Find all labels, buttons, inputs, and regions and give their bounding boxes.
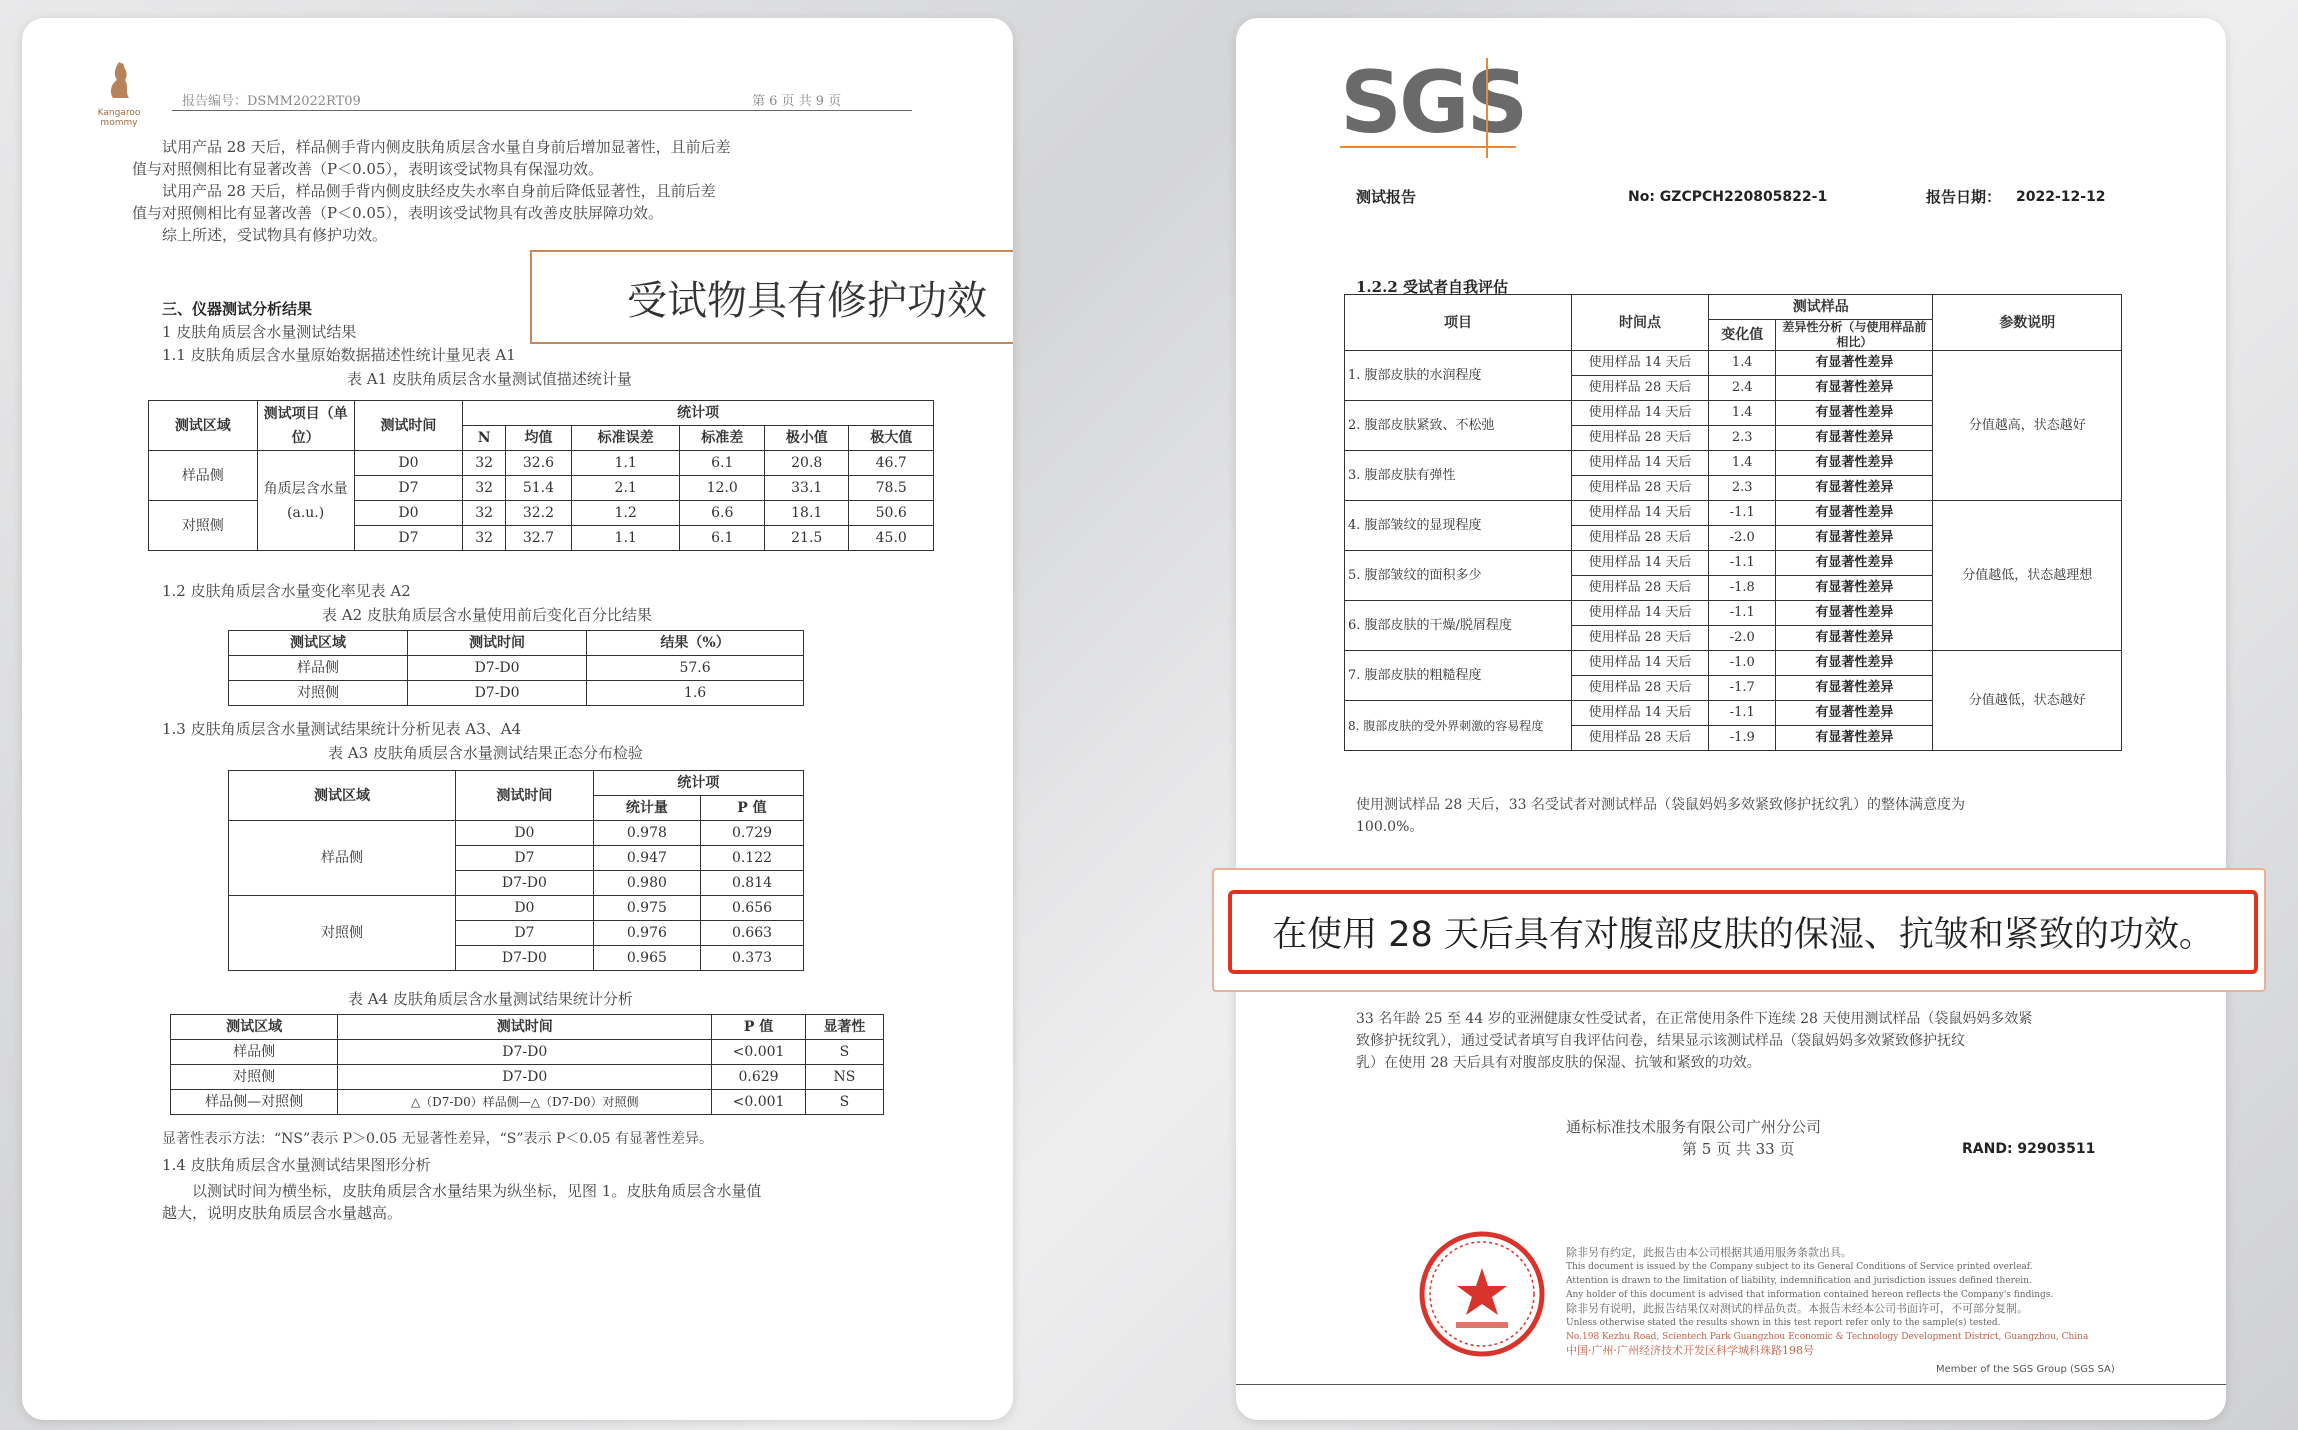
section-title: 三、仪器测试分析结果 <box>162 300 313 318</box>
table-cell: 0.976 <box>593 921 700 946</box>
table-cell: 有显著性差异 <box>1776 426 1933 451</box>
table-cell: 46.7 <box>849 451 934 476</box>
table-cell: 使用样品 14 天后 <box>1572 351 1709 376</box>
table-cell: 有显著性差异 <box>1776 576 1933 601</box>
table-cell: 3. 腹部皮肤有弹性 <box>1345 451 1572 501</box>
table-cell: 18.1 <box>764 501 848 526</box>
table-cell: 20.8 <box>764 451 848 476</box>
table-header: 标准差 <box>680 426 764 451</box>
fine-print-line: 中国·广州·广州经济技术开发区科学城科珠路198号 <box>1566 1344 1814 1357</box>
table-a4-caption: 表 A4 皮肤角质层含水量测试结果统计分析 <box>348 990 633 1008</box>
table-cell: 有显著性差异 <box>1776 601 1933 626</box>
table-header: 差异性分析（与使用样品前相比） <box>1776 320 1933 351</box>
table-cell: 有显著性差异 <box>1776 526 1933 551</box>
subsection-1-2: 1.2 皮肤角质层含水量变化率见表 A2 <box>162 582 411 600</box>
table-cell: -1.1 <box>1709 601 1776 626</box>
table-cell: 使用样品 28 天后 <box>1572 626 1709 651</box>
table-cell: 0.122 <box>700 846 803 871</box>
table-cell: D7-D0 <box>456 946 594 971</box>
fine-print-line: No.198 Kezhu Road, Scientech Park Guangzhou Economic & Technology Development District, Guangzhou, China <box>1566 1332 2089 1342</box>
table-cell: 0.980 <box>593 871 700 896</box>
table-cell: 1.4 <box>1709 451 1776 476</box>
self-assessment-table <box>1344 294 2122 751</box>
table-cell: -1.9 <box>1709 726 1776 751</box>
table-cell: 1.4 <box>1709 351 1776 376</box>
conclusion-line: 致修护抚纹乳），通过受试者填写自我评估问卷，结果显示该测试样品（袋鼠妈妈多效紧致修护抚纹 <box>1356 1033 1965 1049</box>
table-cell: 0.947 <box>593 846 700 871</box>
table-header: 结果（%） <box>587 631 804 656</box>
table-header: 极小值 <box>764 426 848 451</box>
kangaroo-icon <box>99 58 139 104</box>
table-cell: 对照侧 <box>171 1065 338 1090</box>
table-cell: 0.978 <box>593 821 700 846</box>
logo-underline <box>1340 146 1516 148</box>
table-cell: 使用样品 28 天后 <box>1572 576 1709 601</box>
fine-print-line: 除非另有说明，此报告结果仅对测试的样品负责。本报告未经本公司书面许可，不可部分复制。 <box>1566 1302 2028 1315</box>
report-number: 报告编号：DSMM2022RT09 <box>182 94 361 109</box>
table-header: 测试区域 <box>229 631 408 656</box>
table-cell: 1.2 <box>571 501 680 526</box>
table-cell: 32 <box>463 501 506 526</box>
table-header: 统计项 <box>593 771 803 796</box>
table-cell: 对照侧 <box>229 896 456 971</box>
table-cell: 2.4 <box>1709 376 1776 401</box>
table-cell: 0.629 <box>712 1065 806 1090</box>
callout-repair-effect: 受试物具有修护功效 <box>530 250 1013 344</box>
table-cell: D7-D0 <box>408 681 587 706</box>
table-cell: 32.7 <box>506 526 572 551</box>
highlight-conclusion: 在使用 28 天后具有对腹部皮肤的保湿、抗皱和紧致的功效。 <box>1228 890 2258 974</box>
table-cell: 样品侧 <box>229 656 408 681</box>
table-cell: 57.6 <box>587 656 804 681</box>
table-a4 <box>170 1014 884 1115</box>
table-cell: -1.1 <box>1709 701 1776 726</box>
table-cell: 样品侧 <box>171 1040 338 1065</box>
table-header: 均值 <box>506 426 572 451</box>
report-page-right <box>1236 18 2226 1420</box>
subsection-1-4: 1.4 皮肤角质层含水量测试结果图形分析 <box>162 1156 431 1174</box>
table-cell: 4. 腹部皱纹的显现程度 <box>1345 501 1572 551</box>
sgs-logo: SGS <box>1340 53 1526 153</box>
table-cell: 45.0 <box>849 526 934 551</box>
table-cell: 51.4 <box>506 476 572 501</box>
table-cell: 对照侧 <box>149 501 258 551</box>
table-cell: 6.1 <box>680 451 764 476</box>
table-header: 时间点 <box>1572 295 1709 351</box>
table-cell: <0.001 <box>712 1040 806 1065</box>
table-cell: D7 <box>354 476 463 501</box>
table-cell: 样品侧 <box>149 451 258 501</box>
report-label: 测试报告 <box>1356 188 1417 206</box>
table-a3-caption: 表 A3 皮肤角质层含水量测试结果正态分布检验 <box>328 744 643 762</box>
table-cell: 12.0 <box>680 476 764 501</box>
company-seal-icon <box>1416 1228 1548 1360</box>
table-cell: D0 <box>456 896 594 921</box>
table-header: P 值 <box>712 1015 806 1040</box>
table-cell: S <box>805 1090 883 1115</box>
table-cell: 6. 腹部皮肤的干燥/脱屑程度 <box>1345 601 1572 651</box>
table-cell: D7-D0 <box>456 871 594 896</box>
logo-text: Kangaroo mommy <box>97 108 141 128</box>
date-label: 报告日期： <box>1926 188 2002 206</box>
report-date: 2022-12-12 <box>2016 189 2106 205</box>
subsection-1-1: 1.1 皮肤角质层含水量原始数据描述性统计量见表 A1 <box>162 346 516 364</box>
table-cell: 7. 腹部皮肤的粗糙程度 <box>1345 651 1572 701</box>
table-cell: 有显著性差异 <box>1776 476 1933 501</box>
table-cell: D7 <box>456 846 594 871</box>
table-cell: 角质层含水量 (a.u.) <box>257 451 354 551</box>
report-page-left <box>22 18 1013 1420</box>
closing-paragraph <box>162 1180 922 1224</box>
table-cell: 5. 腹部皱纹的面积多少 <box>1345 551 1572 601</box>
table-cell: 有显著性差异 <box>1776 501 1933 526</box>
table-header: 测试时间 <box>338 1015 712 1040</box>
table-cell: 32 <box>463 451 506 476</box>
header-divider <box>172 110 912 111</box>
table-cell: 33.1 <box>764 476 848 501</box>
table-cell: 1.1 <box>571 451 680 476</box>
table-cell: 0.965 <box>593 946 700 971</box>
table-cell: 有显著性差异 <box>1776 651 1933 676</box>
table-cell: 32.6 <box>506 451 572 476</box>
table-cell: 2.3 <box>1709 476 1776 501</box>
table-header: 测试样品 <box>1709 295 1933 320</box>
table-cell: 有显著性差异 <box>1776 626 1933 651</box>
intro-paragraphs <box>132 136 912 246</box>
table-cell: 分值越低，状态越理想 <box>1933 501 2122 651</box>
paragraph-line: 值与对照侧相比有显著改善（P＜0.05），表明该受试物具有保湿功效。 <box>132 160 603 178</box>
table-cell: 使用样品 14 天后 <box>1572 401 1709 426</box>
table-cell: 0.975 <box>593 896 700 921</box>
table-header: 测试时间 <box>354 401 463 451</box>
table-cell: 使用样品 14 天后 <box>1572 601 1709 626</box>
paragraph-line: 以测试时间为横坐标，皮肤角质层含水量结果为纵坐标，见图 1。皮肤角质层含水量值 <box>192 1182 762 1200</box>
table-cell: 有显著性差异 <box>1776 351 1933 376</box>
table-cell: 使用样品 14 天后 <box>1572 551 1709 576</box>
table-cell: D7 <box>456 921 594 946</box>
paragraph-line: 试用产品 28 天后，样品侧手背内侧皮肤角质层含水量自身前后增加显著性，且前后差 <box>162 138 731 156</box>
kangaroo-logo <box>84 58 154 128</box>
table-cell: 50.6 <box>849 501 934 526</box>
paragraph-line: 综上所述，受试物具有修护功效。 <box>162 226 388 244</box>
table-header: 项目 <box>1345 295 1572 351</box>
table-header: 显著性 <box>805 1015 883 1040</box>
summary-line: 使用测试样品 28 天后，33 名受试者对测试样品（袋鼠妈妈多效紧致修护抚纹乳）的整体满意度为 <box>1356 797 1965 813</box>
table-header: 标准误差 <box>571 426 680 451</box>
report-number: No: GZCPCH220805822-1 <box>1628 189 1828 205</box>
table-a1-caption: 表 A1 皮肤角质层含水量测试值描述统计量 <box>347 370 632 388</box>
table-cell: 1.4 <box>1709 401 1776 426</box>
table-cell: 32.2 <box>506 501 572 526</box>
page-number: 第 5 页 共 33 页 <box>1682 1140 1795 1158</box>
table-cell: -1.7 <box>1709 676 1776 701</box>
table-cell: 样品侧—对照侧 <box>171 1090 338 1115</box>
table-cell: 0.656 <box>700 896 803 921</box>
table-cell: 对照侧 <box>229 681 408 706</box>
page-number: 第 6 页 共 9 页 <box>752 94 842 109</box>
table-cell: 使用样品 14 天后 <box>1572 701 1709 726</box>
table-header: 测试区域 <box>229 771 456 821</box>
table-header: P 值 <box>700 796 803 821</box>
paragraph-line: 越大，说明皮肤角质层含水量越高。 <box>162 1204 403 1222</box>
table-cell: 分值越高，状态越好 <box>1933 351 2122 501</box>
table-cell: 1. 腹部皮肤的水润程度 <box>1345 351 1572 401</box>
table-header: N <box>463 426 506 451</box>
table-cell: 1.1 <box>571 526 680 551</box>
table-cell: 使用样品 14 天后 <box>1572 501 1709 526</box>
table-cell: <0.001 <box>712 1090 806 1115</box>
table-cell: 使用样品 28 天后 <box>1572 426 1709 451</box>
conclusion-paragraph <box>1356 1008 2176 1074</box>
table-cell: 78.5 <box>849 476 934 501</box>
table-a2 <box>228 630 804 706</box>
table-cell: 2. 腹部皮肤紧致、不松弛 <box>1345 401 1572 451</box>
significance-note: 显著性表示方法：“NS”表示 P＞0.05 无显著性差异，“S”表示 P＜0.05 有显著性差异。 <box>162 1131 714 1147</box>
table-cell: △（D7-D0）样品侧—△（D7-D0）对照侧 <box>338 1090 712 1115</box>
member-text: Member of the SGS Group (SGS SA) <box>1936 1364 2115 1375</box>
table-cell: D0 <box>354 501 463 526</box>
table-cell: -1.1 <box>1709 501 1776 526</box>
table-cell: 分值越低，状态越好 <box>1933 651 2122 751</box>
table-cell: -2.0 <box>1709 526 1776 551</box>
table-header: 测试区域 <box>149 401 258 451</box>
table-cell: 使用样品 28 天后 <box>1572 476 1709 501</box>
table-a2-caption: 表 A2 皮肤角质层含水量使用前后变化百分比结果 <box>322 606 652 624</box>
table-cell: 32 <box>463 526 506 551</box>
subsection-1-3: 1.3 皮肤角质层含水量测试结果统计分析见表 A3、A4 <box>162 720 522 738</box>
table-cell: 0.373 <box>700 946 803 971</box>
table-cell: 使用样品 14 天后 <box>1572 451 1709 476</box>
table-header: 测试时间 <box>408 631 587 656</box>
fine-print-line: Attention is drawn to the limitation of liability, indemnification and jurisdiction issues defined therein. <box>1566 1276 2032 1286</box>
table-cell: -2.0 <box>1709 626 1776 651</box>
table-header: 极大值 <box>849 426 934 451</box>
conclusion-line: 33 名年龄 25 至 44 岁的亚洲健康女性受试者，在正常使用条件下连续 28 天使用测试样品（袋鼠妈妈多效紧 <box>1356 1011 2033 1027</box>
satisfaction-summary <box>1356 794 2156 838</box>
table-header: 测试时间 <box>456 771 594 821</box>
fine-print <box>1566 1246 2146 1358</box>
table-cell: 有显著性差异 <box>1776 451 1933 476</box>
table-cell: 21.5 <box>764 526 848 551</box>
table-header: 测试项目（单位） <box>257 401 354 451</box>
company-name: 通标标准技术服务有限公司广州分公司 <box>1566 1118 1822 1136</box>
table-a1 <box>148 400 934 551</box>
table-cell: D0 <box>354 451 463 476</box>
table-cell: 0.663 <box>700 921 803 946</box>
table-cell: 使用样品 28 天后 <box>1572 726 1709 751</box>
table-cell: 样品侧 <box>229 821 456 896</box>
table-cell: 使用样品 28 天后 <box>1572 376 1709 401</box>
subsection-1: 1 皮肤角质层含水量测试结果 <box>162 323 357 341</box>
summary-line: 100.0%。 <box>1356 819 1424 835</box>
table-cell: S <box>805 1040 883 1065</box>
table-cell: 有显著性差异 <box>1776 701 1933 726</box>
table-cell: D7-D0 <box>408 656 587 681</box>
table-header: 统计量 <box>593 796 700 821</box>
table-cell: 6.6 <box>680 501 764 526</box>
table-cell: D0 <box>456 821 594 846</box>
logo-bar <box>1486 58 1488 158</box>
table-cell: 使用样品 28 天后 <box>1572 676 1709 701</box>
table-cell: 0.814 <box>700 871 803 896</box>
table-cell: D7-D0 <box>338 1040 712 1065</box>
table-header: 统计项 <box>463 401 934 426</box>
paragraph-line: 值与对照侧相比有显著改善（P＜0.05），表明该受试物具有改善皮肤屏障功效。 <box>132 204 663 222</box>
conclusion-line: 乳）在使用 28 天后具有对腹部皮肤的保湿、抗皱和紧致的功效。 <box>1356 1055 1761 1071</box>
table-cell: D7-D0 <box>338 1065 712 1090</box>
table-cell: 32 <box>463 476 506 501</box>
rand-number: RAND: 92903511 <box>1962 1141 2096 1157</box>
fine-print-line: 除非另有约定，此报告由本公司根据其通用服务条款出具。 <box>1566 1246 1852 1259</box>
table-cell: 2.1 <box>571 476 680 501</box>
table-header: 测试区域 <box>171 1015 338 1040</box>
table-cell: -1.1 <box>1709 551 1776 576</box>
table-cell: 有显著性差异 <box>1776 376 1933 401</box>
fine-print-line: Unless otherwise stated the results shown in this test report refer only to the sample(s) tested. <box>1566 1318 2001 1328</box>
table-cell: 6.1 <box>680 526 764 551</box>
table-cell: 2.3 <box>1709 426 1776 451</box>
table-cell: 有显著性差异 <box>1776 401 1933 426</box>
paragraph-line: 试用产品 28 天后，样品侧手背内侧皮肤经皮失水率自身前后降低显著性，且前后差 <box>162 182 716 200</box>
table-cell: 使用样品 14 天后 <box>1572 651 1709 676</box>
table-cell: 1.6 <box>587 681 804 706</box>
table-cell: -1.0 <box>1709 651 1776 676</box>
table-a3 <box>228 770 804 971</box>
table-cell: 有显著性差异 <box>1776 676 1933 701</box>
fine-print-line: Any holder of this document is advised that information contained hereon reflects the Company's findings. <box>1566 1290 2054 1300</box>
table-cell: 有显著性差异 <box>1776 551 1933 576</box>
fine-print-line: This document is issued by the Company subject to its General Conditions of Service printed overleaf. <box>1566 1262 2033 1272</box>
table-header: 参数说明 <box>1933 295 2122 351</box>
table-cell: 使用样品 28 天后 <box>1572 526 1709 551</box>
table-header: 变化值 <box>1709 320 1776 351</box>
table-cell: 8. 腹部皮肤的受外界刺激的容易程度 <box>1345 701 1572 751</box>
footer-divider <box>1236 1384 2226 1385</box>
section-1-2-2: 1.2.2 受试者自我评估 <box>1356 278 1508 296</box>
table-cell: 0.729 <box>700 821 803 846</box>
table-cell: D7 <box>354 526 463 551</box>
table-cell: NS <box>805 1065 883 1090</box>
table-cell: -1.8 <box>1709 576 1776 601</box>
table-cell: 有显著性差异 <box>1776 726 1933 751</box>
